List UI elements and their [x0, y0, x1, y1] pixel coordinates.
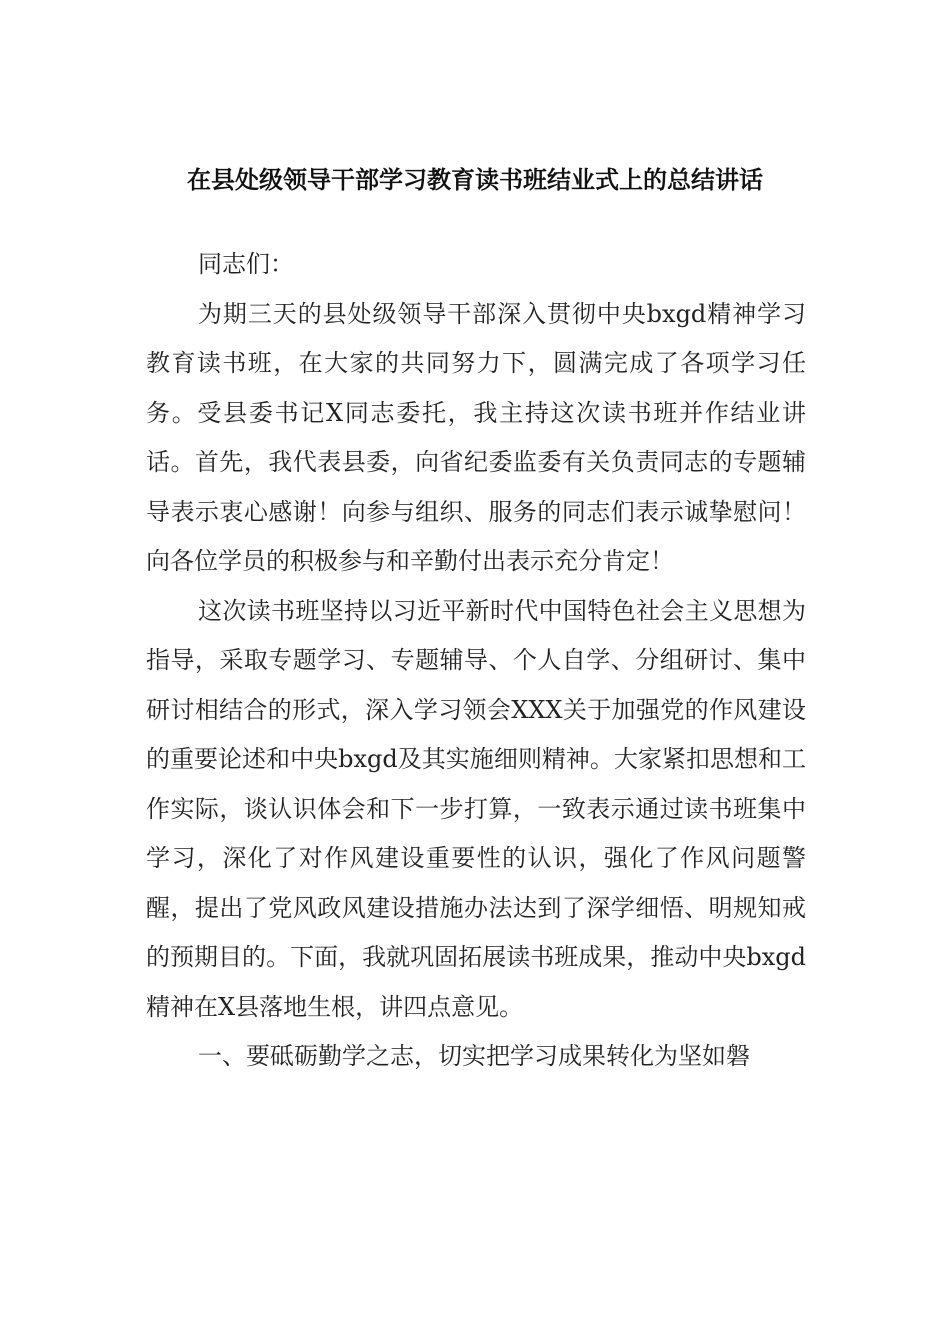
section-heading-paragraph: 一、要砥砺勤学之志，切实把学习成果转化为坚如磐 [198, 1042, 750, 1070]
document-body [146, 240, 806, 1082]
body-paragraph: 这次读书班坚持以习近平新时代中国特色社会主义思想为指导，采取专题学习、专题辅导、个人自学、分组研讨、集中研讨相结合的形式，深入学习领会XXX关于加强党的作风建设的重要论述和中央bxgd及其实施细则精神。大家紧扣思想和工作实际，谈认识体会和下一步打算，一致表示通过读书班集中学习，深化了对作风建设重要性的认识，强化了作风问题警醒，提出了党风政风建设措施办法达到了深学细悟、明规知戒的预期目的。下面，我就巩固拓展读书班成果，推动中央bxgd精神在X县落地生根，讲四点意见。 [146, 596, 806, 1021]
body-paragraph: 为期三天的县处级领导干部深入贯彻中央bxgd精神学习教育读书班，在大家的共同努力下，圆满完成了各项学习任务。受县委书记X同志委托，我主持这次读书班并作结业讲话。首先，我代表县委，向省纪委监委有关负责同志的专题辅导表示衷心感谢！向参与组织、服务的同志们表示诚挚慰问！向各位学员的积极参与和辛勤付出表示充分肯定！ [146, 299, 806, 575]
salutation-paragraph: 同志们： [198, 250, 294, 278]
document-title: 在县处级领导干部学习教育读书班结业式上的总结讲话 [187, 166, 763, 194]
